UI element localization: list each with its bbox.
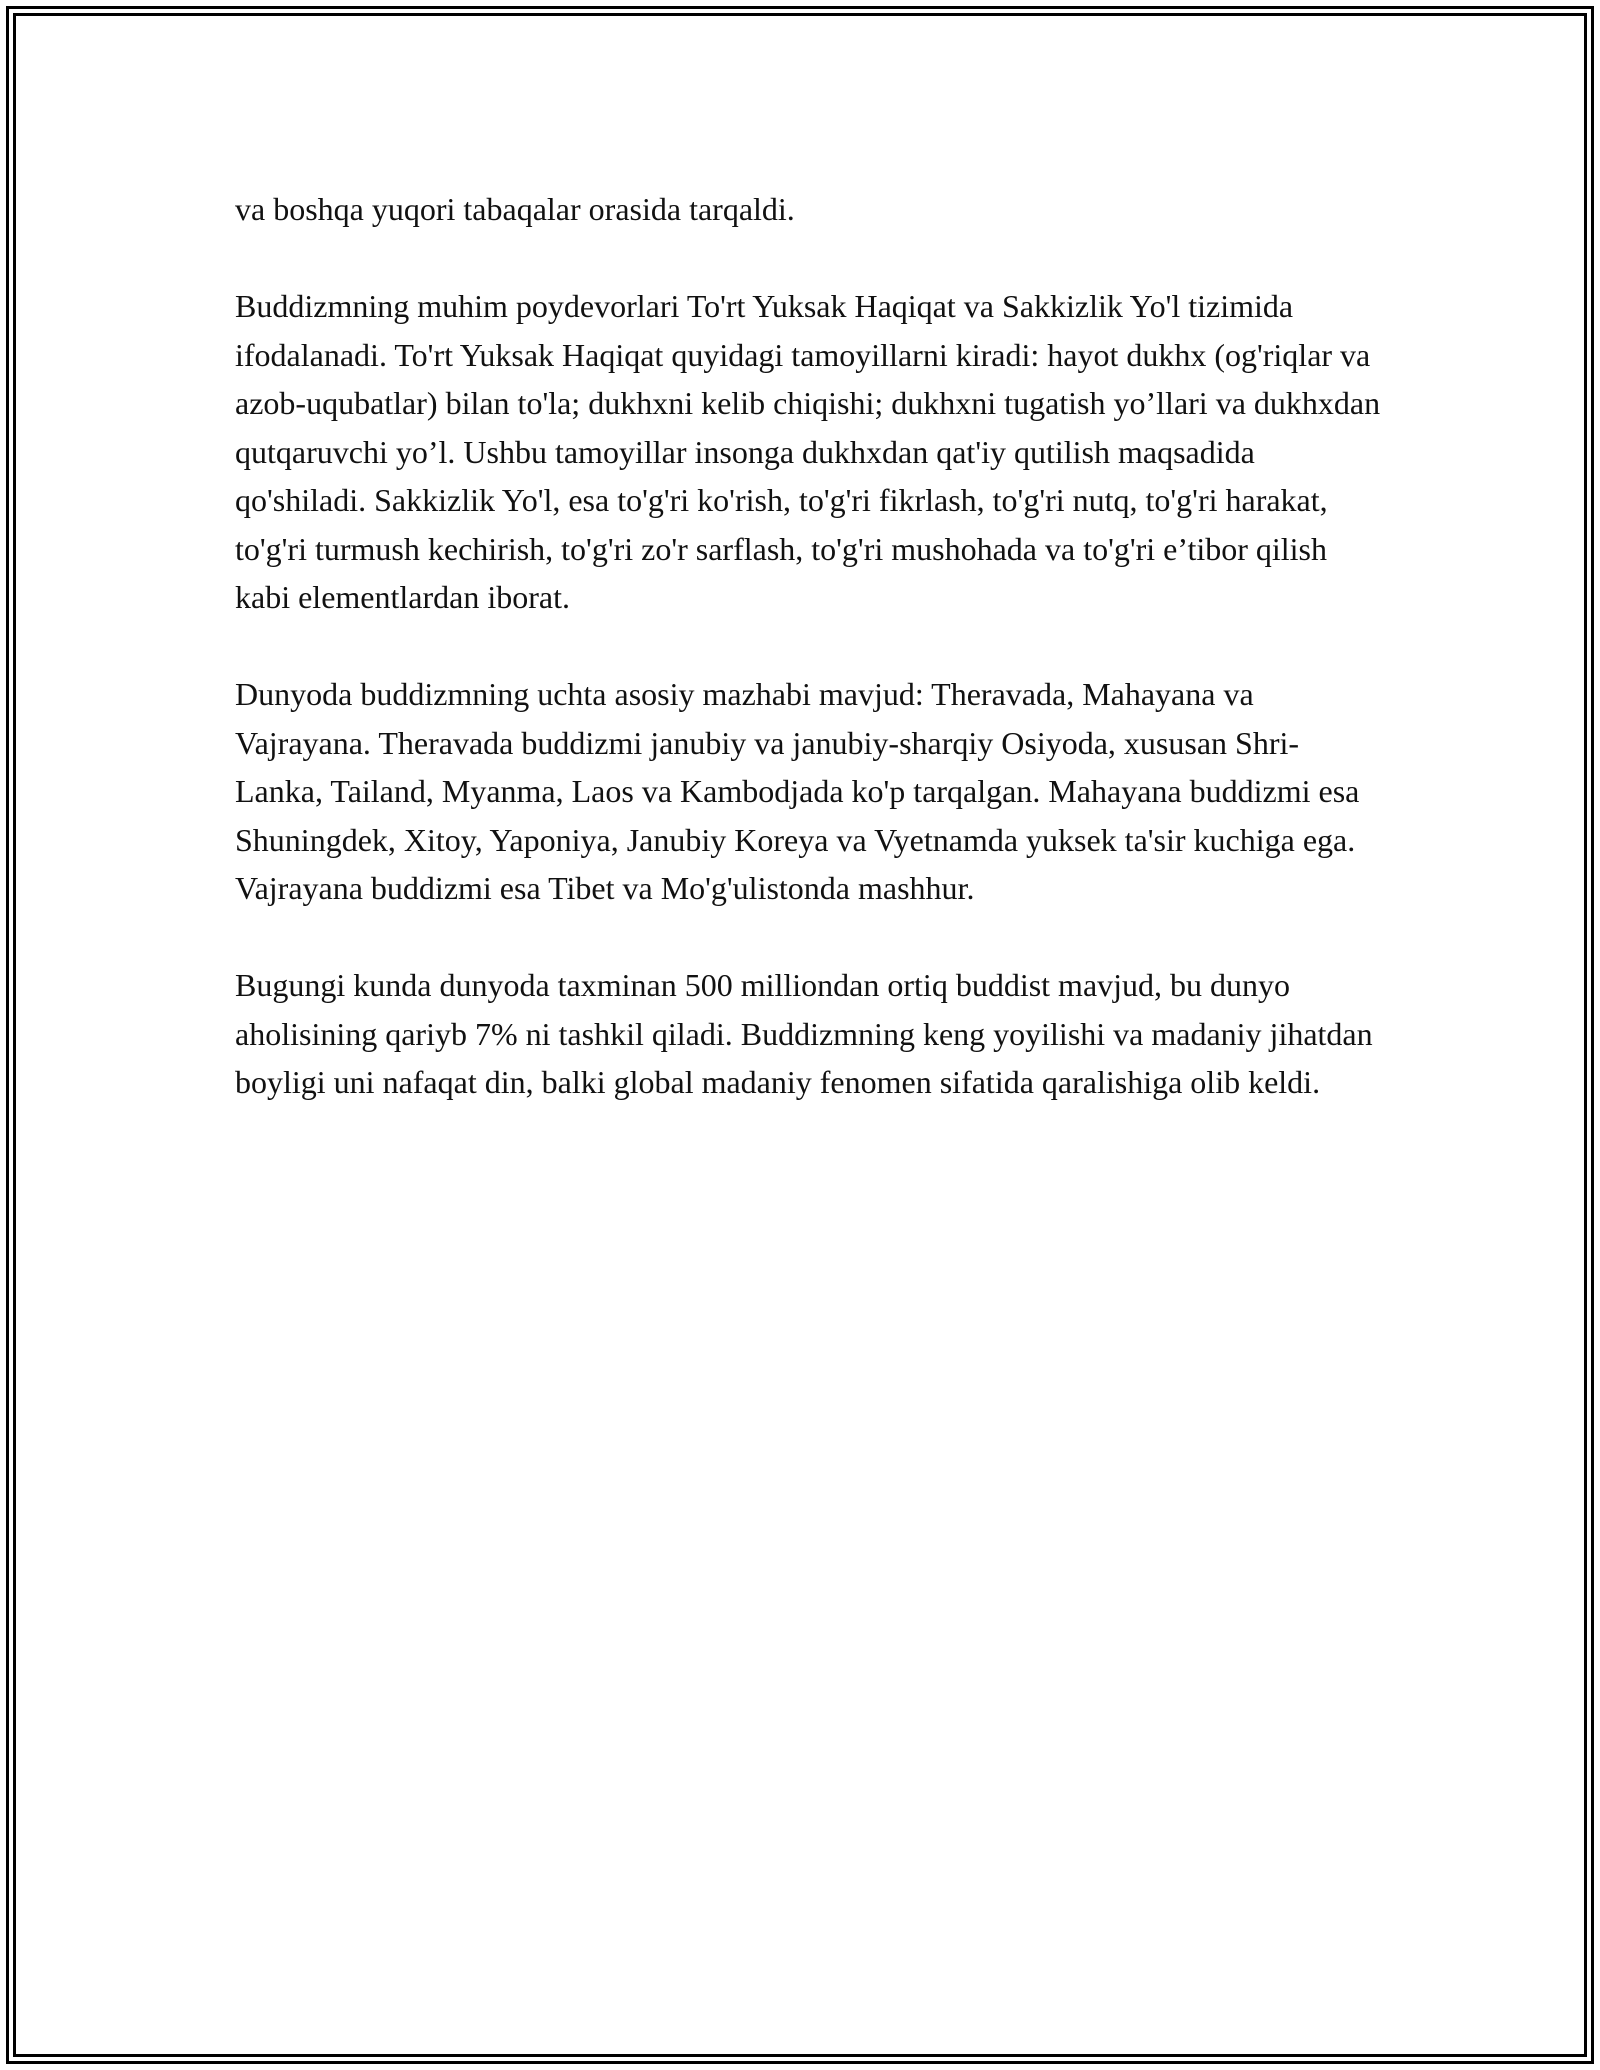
document-body [235,185,1385,1155]
paragraph-1: va boshqa yuqori tabaqalar orasida tarqaldi. [235,191,795,227]
paragraph-4: Bugungi kunda dunyoda taxminan 500 milliondan ortiq buddist mavjud, bu dunyo aholisining qariyb 7% ni tashkil qiladi. Buddizmning keng yoyilishi va madaniy jihatdan boyligi uni nafaqat din, balki global madaniy fenomen sifatida qaralishiga olib keldi. [235,967,1373,1100]
paragraph-3: Dunyoda buddizmning uchta asosiy mazhabi mavjud: Theravada, Mahayana va Vajrayana. Theravada buddizmi janubiy va janubiy-sharqiy Osiyoda, xususan Shri-Lanka, Tailand, Myanma, Laos va Kambodjada ko'p tarqalgan. Mahayana buddizmi esa Shuningdek, Xitoy, Yaponiya, Janubiy Koreya va Vyetnamda yuksek ta'sir kuchiga ega. Vajrayana buddizmi esa Tibet va Mo'g'ulistonda mashhur. [235,676,1360,906]
paragraph-2: Buddizmning muhim poydevorlari To'rt Yuksak Haqiqat va Sakkizlik Yo'l tizimida ifodalanadi. To'rt Yuksak Haqiqat quyidagi tamoyillarni kiradi: hayot dukhx (og'riqlar va azob-uqubatlar) bilan to'la; dukhxni kelib chiqishi; dukhxni tugatish yo’llari va dukhxdan qutqaruvchi yo’l. Ushbu tamoyillar insonga dukhxdan qat'iy qutilish maqsadida qo'shiladi. Sakkizlik Yo'l, esa to'g'ri ko'rish, to'g'ri fikrlash, to'g'ri nutq, to'g'ri harakat, to'g'ri turmush kechirish, to'g'ri zo'r sarflash, to'g'ri mushohada va to'g'ri e’tibor qilish kabi elementlardan iborat. [235,288,1381,615]
